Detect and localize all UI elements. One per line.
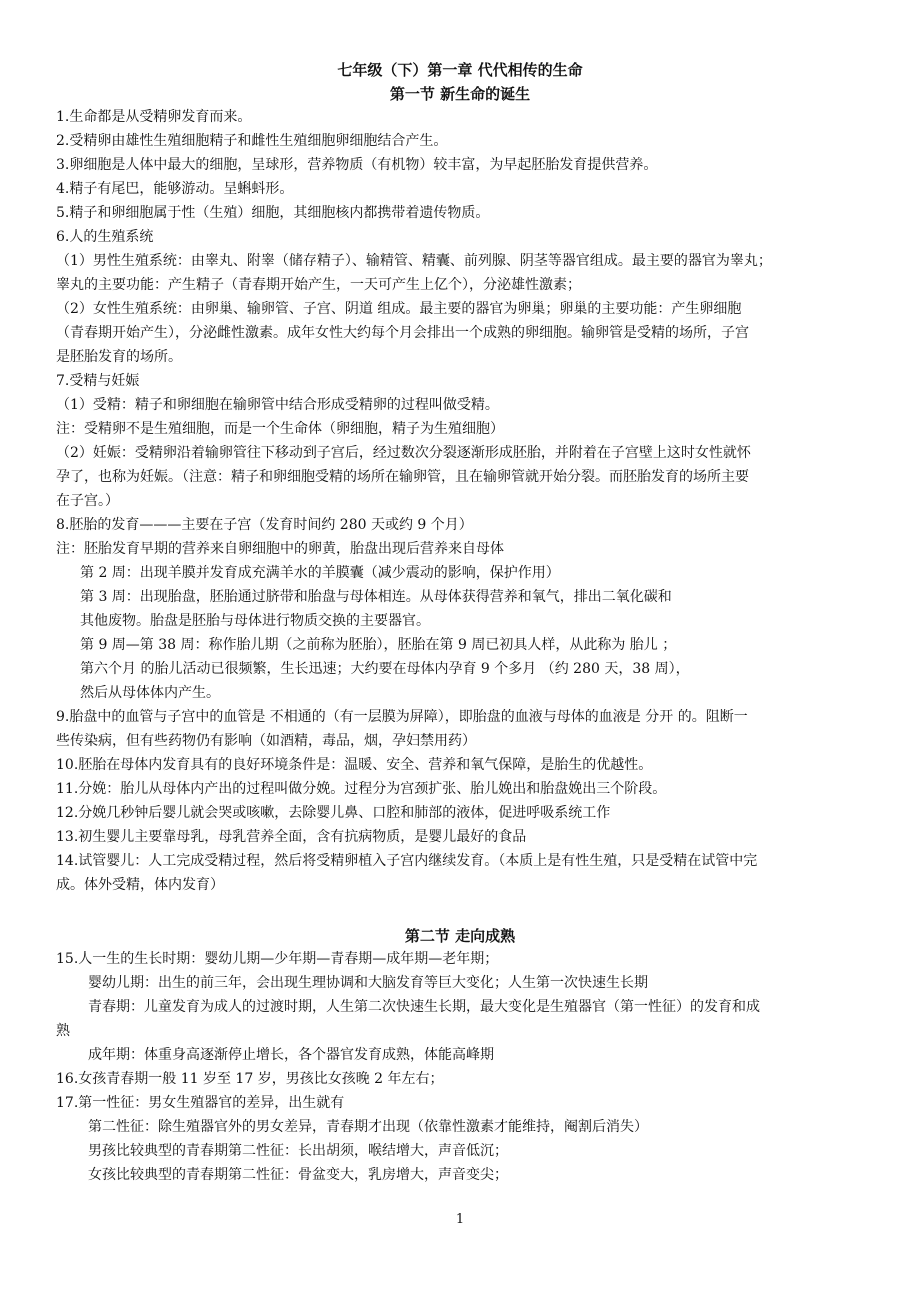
text-line: 16.女孩青春期一般 11 岁至 17 岁，男孩比女孩晚 2 年左右；: [56, 1071, 444, 1087]
text-line: 青春期：儿童发育为成人的过渡时期，人生第二次快速生长期，最大变化是生殖器官（第一性征）的发育和成: [88, 999, 760, 1015]
text-line: 10.胚胎在母体内发育具有的良好环境条件是：温暖、安全、营养和氧气保障，是胎生的优越性。: [56, 757, 653, 773]
text-line: 第 2 周：出现羊膜并发育成充满羊水的羊膜囊（减少震动的影响，保护作用）: [80, 565, 560, 581]
text-line: 些传染病，但有些药物仍有影响（如酒精，毒品，烟，孕妇禁用药）: [56, 733, 476, 749]
text-line: 女孩比较典型的青春期第二性征：骨盆变大，乳房增大，声音变尖；: [88, 1167, 508, 1183]
text-line: 6.人的生殖系统: [56, 229, 154, 245]
text-line: 注：胚胎发育早期的营养来自卵细胞中的卵黄，胎盘出现后营养来自母体: [56, 541, 504, 557]
text-line: 8.胚胎的发育———主要在子宫（发育时间约 280 天或约 9 个月）: [56, 517, 473, 533]
text-line: 然后从母体体内产生。: [80, 685, 220, 701]
text-line: 1.生命都是从受精卵发育而来。: [56, 109, 252, 125]
text-line: 婴幼儿期：出生的前三年，会出现生理协调和大脑发育等巨大变化；人生第一次快速生长期: [88, 975, 648, 991]
text-line: 注：受精卵不是生殖细胞，而是一个生命体（卵细胞，精子为生殖细胞）: [56, 421, 504, 437]
text-line: 第 3 周：出现胎盘，胚胎通过脐带和胎盘与母体相连。从母体获得营养和氧气，排出二氧化碳和: [80, 589, 672, 605]
text-line: 3.卵细胞是人体中最大的细胞，呈球形，营养物质（有机物）较丰富，为早起胚胎发育提供营养。: [56, 157, 658, 173]
text-line: （2）妊娠：受精卵沿着输卵管往下移动到子宫后，经过数次分裂逐渐形成胚胎，并附着在子宫壁上这时女性就怀: [56, 445, 751, 461]
text-line: 熟: [56, 1023, 70, 1039]
text-line: 成年期：体重身高逐渐停止增长，各个器官发育成熟，体能高峰期: [88, 1047, 494, 1063]
text-line: 男孩比较典型的青春期第二性征：长出胡须，喉结增大，声音低沉；: [88, 1143, 508, 1159]
text-line: 12.分娩几秒钟后婴儿就会哭或咳嗽，去除婴儿鼻、口腔和肺部的液体，促进呼吸系统工作: [56, 805, 611, 821]
text-line: 4.精子有尾巴，能够游动。呈蝌蚪形。: [56, 181, 294, 197]
text-line: 是胚胎发育的场所。: [56, 349, 182, 365]
text-line: 2.受精卵由雄性生殖细胞精子和雌性生殖细胞卵细胞结合产生。: [56, 133, 448, 149]
text-line: 15.人一生的生长时期：婴幼儿期—少年期—青春期—成年期—老年期；: [56, 951, 499, 967]
text-line: 11.分娩：胎儿从母体内产出的过程叫做分娩。过程分为宫颈扩张、胎儿娩出和胎盘娩出三个阶段。: [56, 781, 667, 797]
text-line: （1）受精：精子和卵细胞在输卵管中结合形成受精卵的过程叫做受精。: [56, 397, 499, 413]
section-title-1: 第一节 新生命的诞生: [389, 85, 531, 103]
text-line: 成。体外受精，体内发育）: [56, 877, 224, 893]
text-line: 第二性征：除生殖器官外的男女差异，青春期才出现（依靠性激素才能维持，阉割后消失）: [88, 1119, 648, 1135]
text-line: 9.胎盘中的血管与子宫中的血管是 不相通的（有一层膜为屏障），即胎盘的血液与母体的血液是 分开 的。阻断一: [56, 709, 748, 725]
page-number: 1: [455, 1212, 465, 1227]
text-line: 14.试管婴儿：人工完成受精过程，然后将受精卵植入子宫内继续发育。（本质上是有性生殖，只是受精在试管中完: [56, 853, 758, 869]
text-line: （1）男性生殖系统：由睾丸、附睾（储存精子）、输精管、精囊、前列腺、阴茎等器官组成。最主要的器官为睾丸；: [56, 253, 772, 269]
text-line: 13.初生婴儿主要靠母乳，母乳营养全面，含有抗病物质，是婴儿最好的食品: [56, 829, 527, 845]
text-line: 第 9 周—第 38 周：称作胎儿期（之前称为胚胎），胚胎在第 9 周已初具人样，从此称为 胎儿 ；: [80, 637, 677, 653]
text-line: 睾丸的主要功能：产生精子（青春期开始产生，一天可产生上亿个），分泌雄性激素；: [56, 277, 581, 293]
section-title-2: 第二节 走向成熟: [404, 927, 516, 945]
text-line: 孕了，也称为妊娠。（注意：精子和卵细胞受精的场所在输卵管，且在输卵管就开始分裂。而胚胎发育的场所主要: [56, 469, 749, 485]
text-line: （青春期开始产生），分泌雌性激素。成年女性大约每个月会排出一个成熟的卵细胞。输卵管是受精的场所，子宫: [56, 325, 749, 341]
text-line: 5.精子和卵细胞属于性（生殖）细胞，其细胞核内都携带着遗传物质。: [56, 205, 490, 221]
chapter-title: 七年级（下）第一章 代代相传的生命: [337, 61, 583, 79]
text-line: 在子宫。）: [56, 493, 119, 509]
text-line: 17.第一性征：男女生殖器官的差异，出生就有: [56, 1095, 345, 1111]
text-line: 7.受精与妊娠: [56, 373, 140, 389]
text-line: 其他废物。胎盘是胚胎与母体进行物质交换的主要器官。: [80, 613, 430, 629]
text-line: （2）女性生殖系统：由卵巢、输卵管、子宫、阴道 组成。最主要的器官为卵巢；卵巢的主要功能：产生卵细胞: [56, 301, 742, 317]
text-line: 第六个月 的胎儿活动已很频繁，生长迅速；大约要在母体内孕育 9 个多月 （约 280 天，38 周），: [80, 661, 690, 677]
